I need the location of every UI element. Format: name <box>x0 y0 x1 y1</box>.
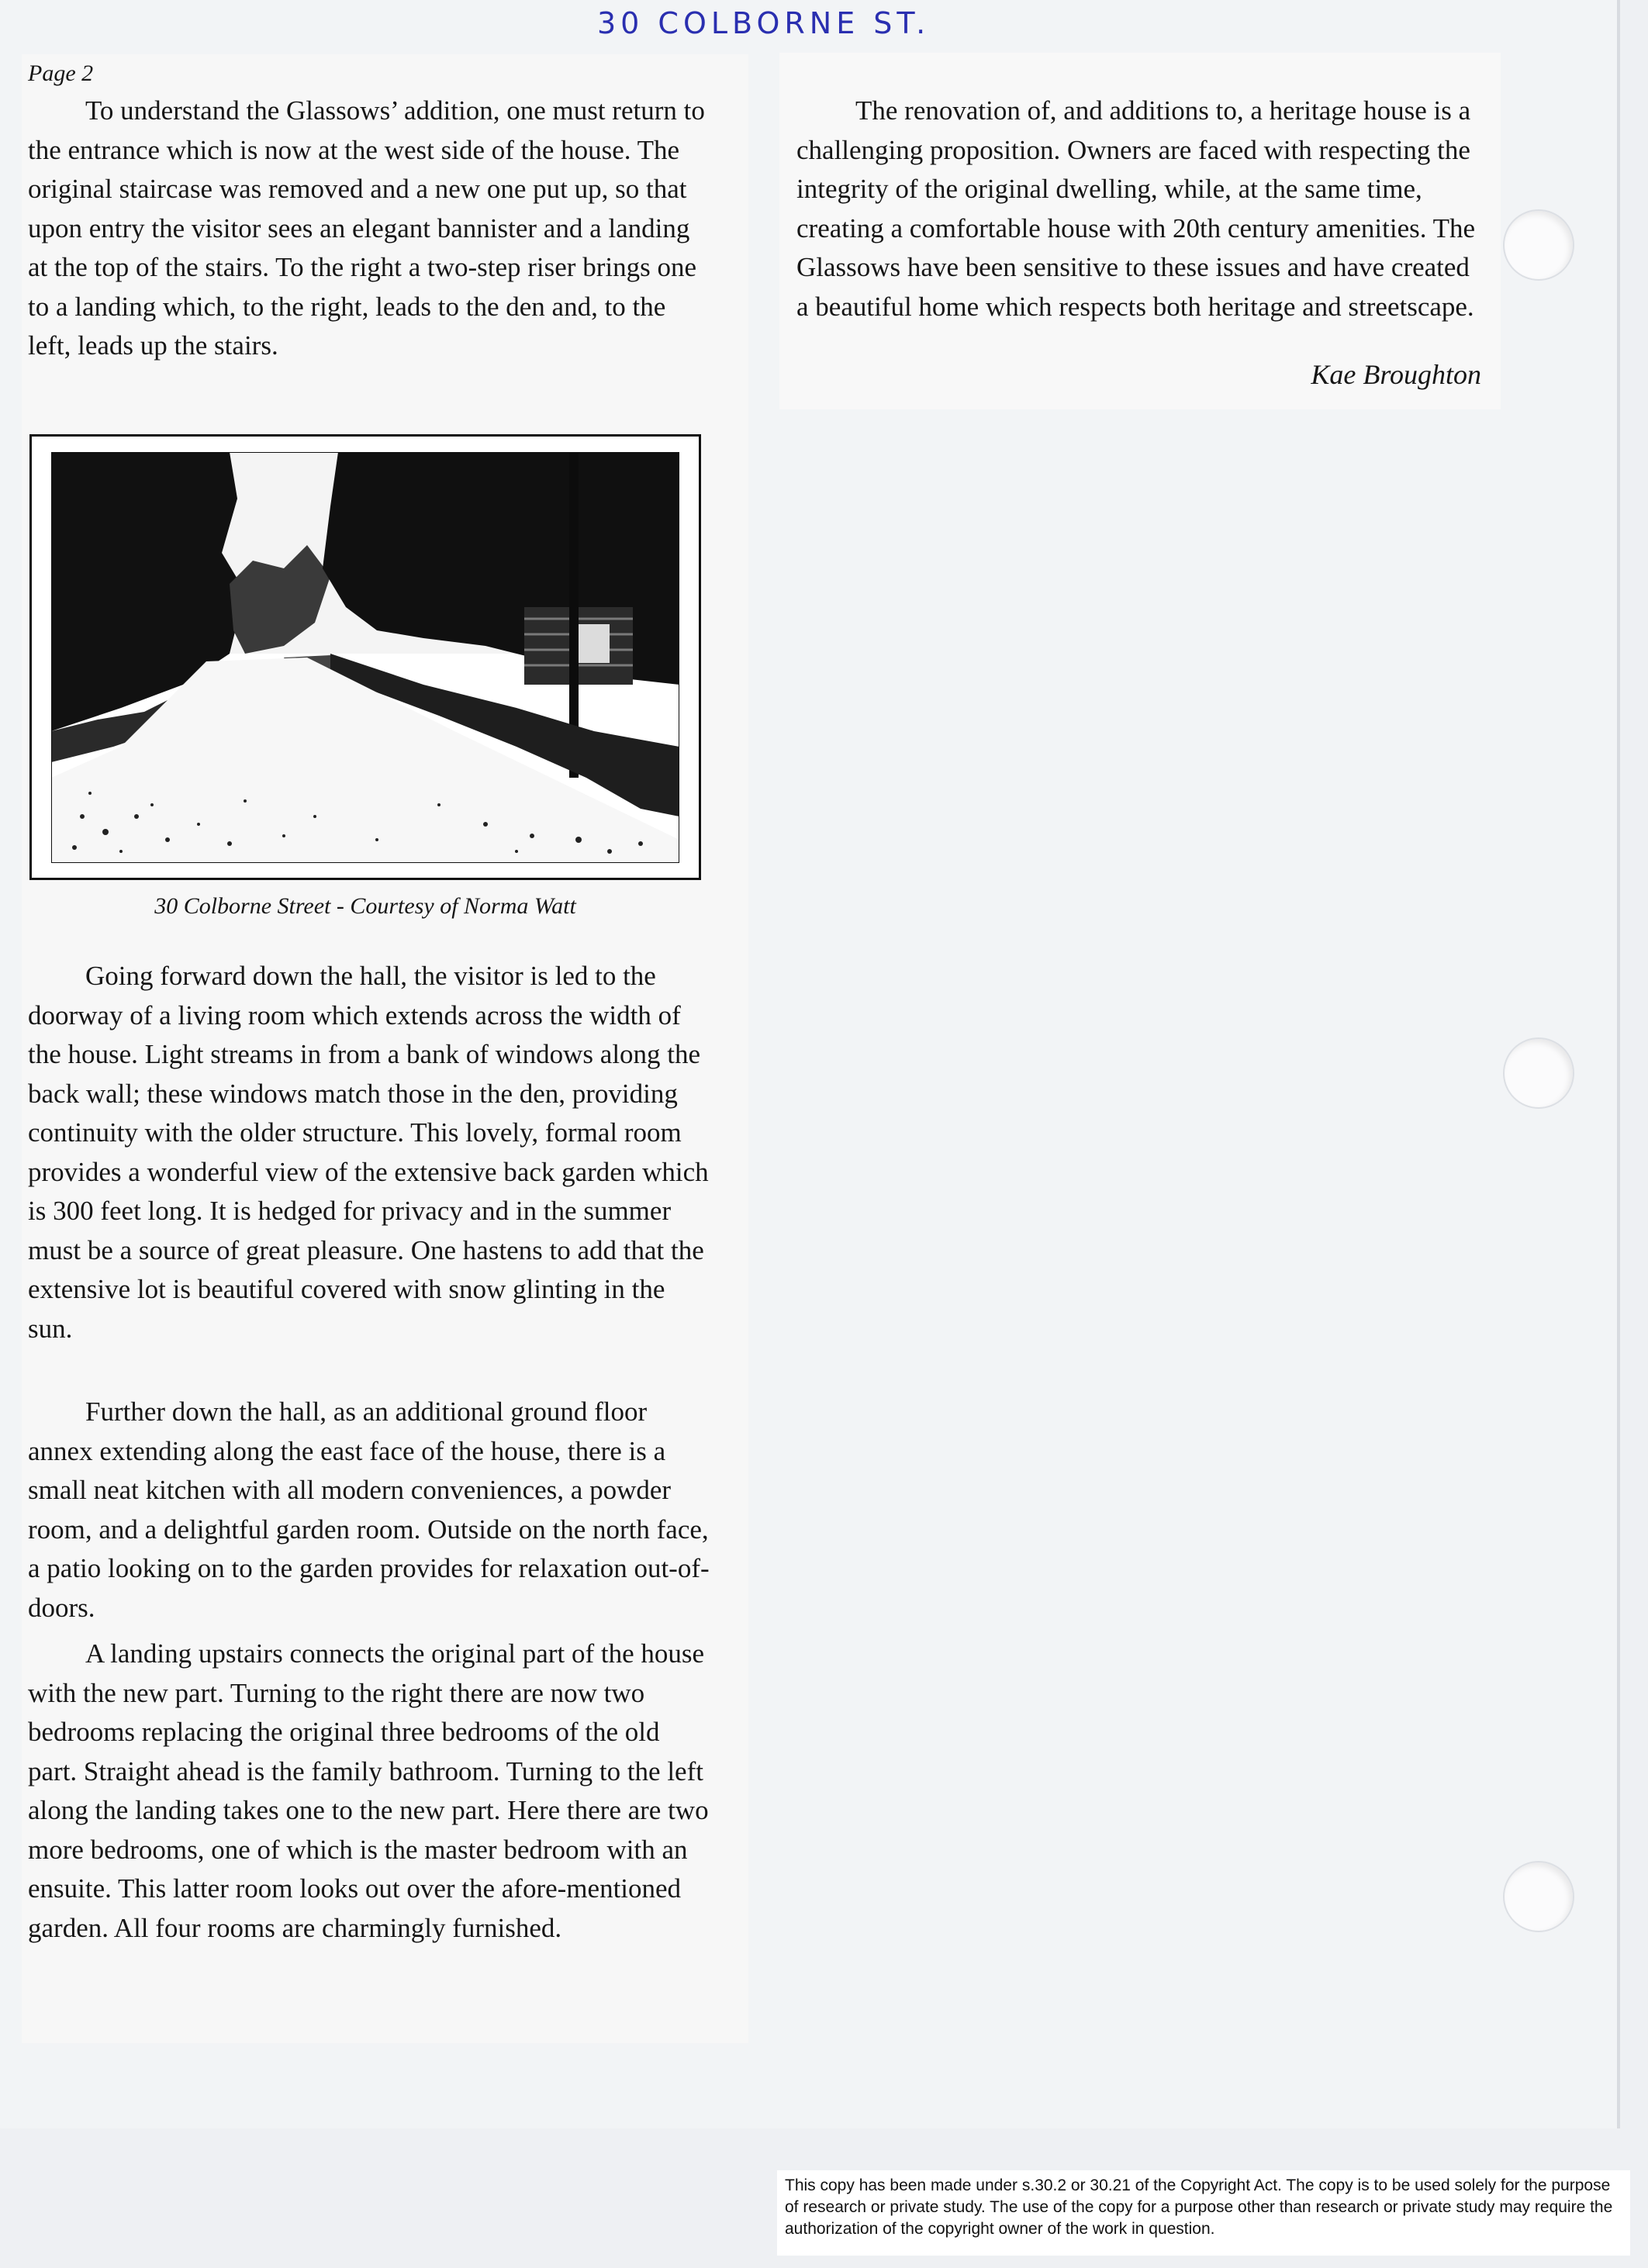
punch-hole-middle <box>1503 1037 1574 1109</box>
page-number: Page 2 <box>28 60 94 86</box>
handwritten-annotation: 30 COLBORNE ST. <box>597 6 931 40</box>
punch-hole-top <box>1503 209 1574 281</box>
right-paragraph-1: The renovation of, and additions to, a heritage house is a challenging proposition. Owners are faced with respecting the integrity of the original dwelling, while, at the same time, creating a comfortable house with 20th century amenities. The Glassows have been sensitive to these issues and have created a beautiful home which respects both heritage and streetscape. <box>796 95 1476 322</box>
left-paragraph-3: Further down the hall, as an additional ground floor annex extending along the east face of the house, there is a small neat kitchen with all modern conveniences, a powder room, and a delightful garden room. Outside on the north face, a patio looking on to the garden provides for relaxation out-of-doors. <box>28 1396 710 1623</box>
author-signature: Kae Broughton <box>1311 359 1481 390</box>
street-photo <box>29 434 701 880</box>
left-paragraph-2: Going forward down the hall, the visitor is led to the doorway of a living room which extends across the width of the house. Light streams in from a bank of windows along the back wall; these windows match those in the den, providing continuity with the older structure. This lovely, formal room provides a wonderful view of the extensive back garden which is 300 feet long. It is hedged for privacy and in the summer must be a source of great pleasure. One hastens to add that the extensive lot is beautiful covered with snow glinting in the sun. <box>28 961 709 1344</box>
street-photo-image <box>51 452 679 863</box>
left-paragraph-4: A landing upstairs connects the original part of the house with the new part. Turning to the right there are now two bedrooms replacing the original three bedrooms of the old part. Straight ahead is the family bathroom. Turning to the left along the landing takes one to the new part. Here there are two more bedrooms, one of which is the master bedroom with an ensuite. This latter room looks out over the afore-mentioned garden. All four rooms are charmingly furnished. <box>28 1638 709 1943</box>
photo-caption: 30 Colborne Street - Courtesy of Norma Watt <box>154 893 576 919</box>
punch-hole-bottom <box>1503 1861 1574 1932</box>
copyright-notice: This copy has been made under s.30.2 or 30.21 of the Copyright Act. The copy is to be used solely for the purpose of research or private study. The use of the copy for a purpose other than research or private study may require the authorization of the copyright owner of the work in question. <box>777 2170 1630 2256</box>
left-paragraph-1: To understand the Glassows’ addition, one must return to the entrance which is now at the west side of the house. The original staircase was removed and a new one put up, so that upon entry the visitor sees an elegant bannister and a landing at the top of the stairs. To the right a two-step riser brings one to a landing which, to the right, leads to the den and, to the left, leads up the stairs. <box>28 95 705 361</box>
